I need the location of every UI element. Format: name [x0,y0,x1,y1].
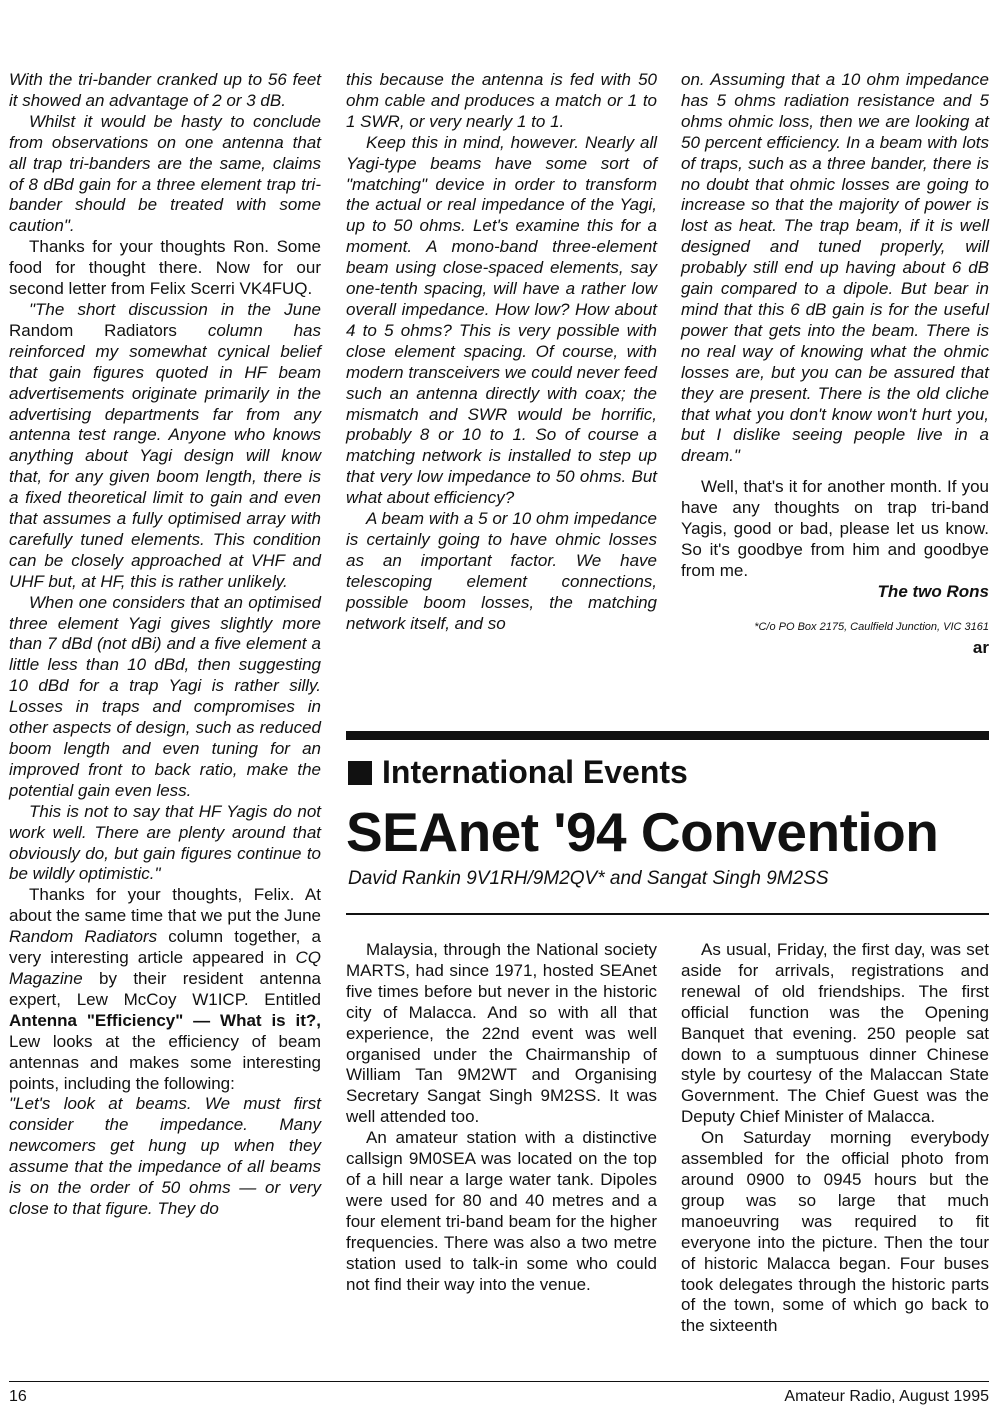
paragraph: Thanks for your thoughts Ron. Some food for thought there. Now for our second letter from Felix Scerri VK4FUQ. [9,237,321,299]
text-run: Lew looks at the efficiency of beam antennas and makes some interesting points, including the following: [9,1031,321,1093]
paragraph: Well, that's it for another month. If you have any thoughts on trap tri-band Yagis, good or bad, please let us know. So it's goodbye from him and goodbye from me. [681,477,989,580]
byline: David Rankin 9V1RH/9M2QV* and Sangat Singh 9M2SS [348,868,829,889]
section-divider [346,731,989,740]
end-mark: ar [972,637,989,657]
section-label: International Events [382,754,688,790]
paragraph: On Saturday morning everybody assembled for the official photo from around 0900 to 0945 hours but the group was so large that much manoeuvring was required to fit everyone into the picture. Then the tour of historic Malacca began. Four buses took delegates through the historic parts of the town, some of which go back to the sixteenth [681,1128,989,1336]
section-heading [348,752,688,792]
column-name: Random Radiators [9,320,177,340]
footer-rule [9,1381,989,1382]
article-title: SEAnet '94 Convention [346,801,939,863]
signature: The two Rons [877,581,989,601]
column-3 [681,70,989,658]
paragraph: An amateur station with a distinctive callsign 9M0SEA was located on the top of a hill near a large water tank. Dipoles were used for 80 and 40 metres and a four element tri-band beam for the higher frequencies. There was also a two metre station used to talk-in some who could not find their way into the venue. [346,1128,657,1294]
footnote: *C/o PO Box 2175, Caulfield Junction, VIC 3161 [754,620,989,633]
paragraph: A beam with a 5 or 10 ohm impedance is certainly going to have ohmic losses as an important factor. We have telescoping element connections, possible boom losses, the matching network itself, and so [346,509,657,633]
column-4 [346,940,657,1295]
text-run: "The short discussion in the June [29,299,321,319]
text-run: Thanks for your thoughts, Felix. At about the same time that we put the June [9,885,321,926]
magazine-name: CQ Magazine [9,948,321,988]
article-title-ref: Antenna "Efficiency" — What is it?, [9,1010,321,1030]
quote-paragraph [9,300,321,593]
paragraph: This is not to say that HF Yagis do not work well. There are plenty around that obviously do, but gain figures continue to be wildly optimistic." [9,801,321,884]
bullet-square-icon [348,761,372,785]
column-name: Random Radiators [9,927,158,947]
quote-paragraph: "Let's look at beams. We must first consider the impedance. Many newcomers get hung up when they assume that the impedance of all beams is on the order of 50 ohms — or very close to that figure. They do [9,1094,321,1218]
paragraph [9,885,321,1094]
paragraph: With the tri-bander cranked up to 56 feet it showed an advantage of 2 or 3 dB. [9,70,321,110]
byline-divider [346,913,989,915]
text-run: column together, a very interesting article appeared in [9,927,321,968]
paragraph: on. Assuming that a 10 ohm impedance has 5 ohms radiation resistance and 5 ohms ohmic loss, then we are looking at 50 percent efficiency. In a beam with lots of traps, such as a three bander, there is no doubt that ohmic losses are going to increase so that the majority of power is lost as heat. The trap beam, if it is well designed and tuned properly, will probably still end up having about 6 dB gain compared to a dipole. But bear in mind that this 6 dB gain is for the useful power that gets into the beam. There is no real way of knowing what the ohmic losses are, but you can be assured that they are present. There is the old cliche that what you don't know won't hurt you, but I dislike seeing people live in a dream." [681,70,989,466]
page-number: 16 [9,1388,27,1405]
paragraph: Keep this in mind, however. Nearly all Yagi-type beams have some sort of "matching" device in order to transform the actual or real impedance of the Yagi, up to 50 ohms. Let's examine this for a moment. A mono-band three-element beam using close-spaced elements, say one-tenth spacing, will have a rather low overall impedance. How low? How about 4 to 5 ohms? This is very possible with close element spacing. Of course, with modern transceivers we could never feed such an antenna directly with coax; the mismatch and SWR would be horrific, probably 8 or 10 to 1. So of course a matching network is installed to step up that very low impedance to 50 ohms. But what about efficiency? [346,132,657,508]
column-5 [681,940,989,1337]
text-run: by their resident antenna expert, Lew McCoy W1ICP. Entitled [9,968,321,1009]
publication-info: Amateur Radio, August 1995 [784,1388,989,1405]
paragraph: Malaysia, through the National society MARTS, had since 1971, hosted SEAnet five times before but never in the historic city of Malacca. And so with all that experience, the 22nd event was well organised under the Chairmanship of William Tan 9M2WT and Organising Secretary Sangat Singh 9M2SS. It was well attended too. [346,940,657,1127]
paragraph: As usual, Friday, the first day, was set aside for arrivals, registrations and renewal of old friendships. The first official function was the Opening Banquet that evening. 250 people sat down to a sumptuous dinner Chinese style by courtesy of the Malaccan State Government. The Chief Guest was the Deputy Chief Minister of Malacca. [681,940,989,1127]
paragraph: this because the antenna is fed with 50 ohm cable and produces a match or 1 to 1 SWR, or very nearly 1 to 1. [346,70,657,131]
paragraph: Whilst it would be hasty to conclude from observations on one antenna that all trap tri-banders are the same, claims of 8 dBd gain for a three element trap tri-bander should be treated with some caution". [9,111,321,236]
paragraph: When one considers that an optimised three element Yagi gives slightly more than 7 dBd (not dBi) and a five element a little less than 10 dBd, then suggesting 10 dBd for a trap Yagi is rather silly. Losses in traps and compromises in other aspects of design, such as reduced boom length and even tuning for an improved front to back ratio, make the potential gain even less. [9,592,321,800]
column-2 [346,70,657,634]
column-1 [9,70,321,1220]
text-run: column has reinforced my somewhat cynical belief that gain figures quoted in HF beam advertisements originate primarily in the advertising departments far from any antenna test range. Anyone who knows anything about Yagi design will know that, for any given boom length, there is a fixed theoretical limit to gain and even that assumes a fully optimised array with carefully tuned elements. This condition can be closely approached at VHF and UHF but, at HF, this is rather unlikely. [9,320,321,591]
